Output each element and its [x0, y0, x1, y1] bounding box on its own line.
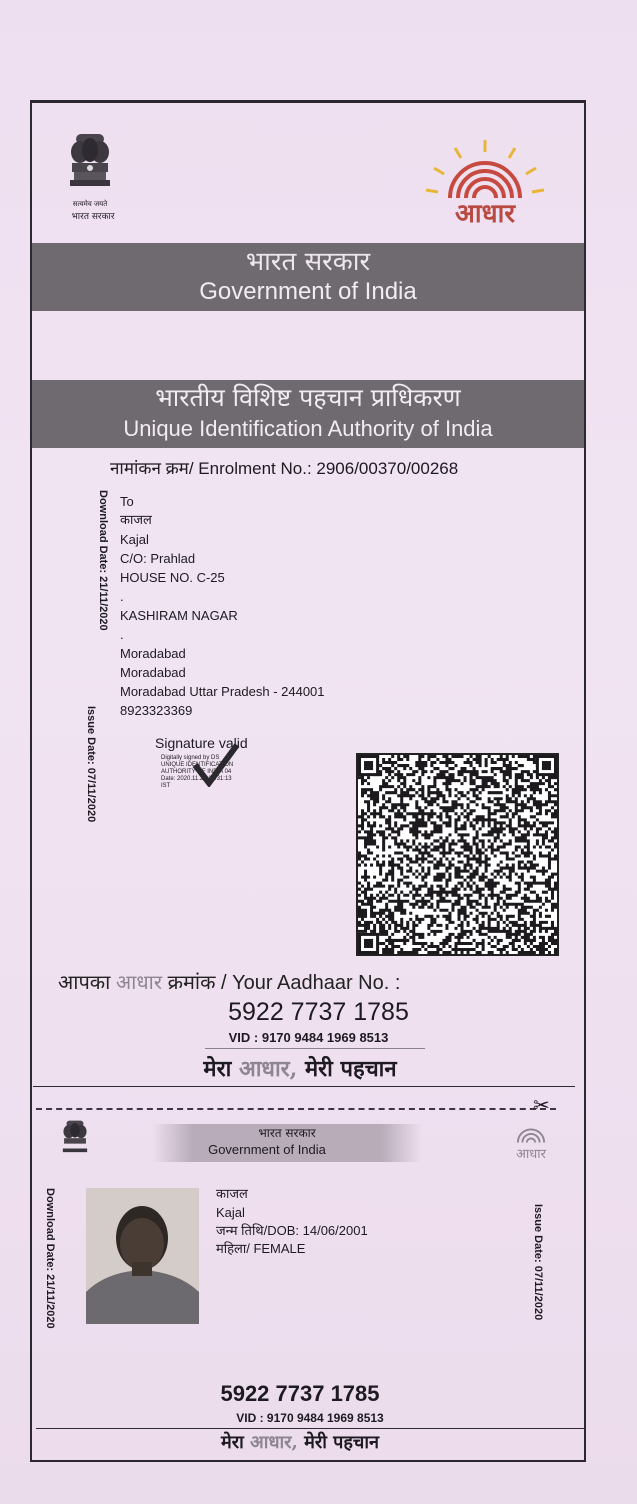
issue-date-vertical: Issue Date: 07/11/2020 [85, 706, 97, 823]
card-issue-date-vertical: Issue Date: 07/11/2020 [532, 1204, 544, 1321]
card-download-date-vertical: Download Date: 21/11/2020 [44, 1188, 56, 1329]
address-city: Moradabad [120, 646, 186, 661]
card-aadhaar-number: 5922 7737 1785 [220, 1381, 380, 1406]
fingerprint-sun-icon [503, 1120, 559, 1144]
divider [36, 1428, 586, 1429]
checkmark-icon [191, 743, 241, 787]
uidai-hindi: भारतीय विशिष्ट पहचान प्राधिकरण [155, 383, 461, 412]
card-name-hindi: काजल [216, 1187, 248, 1202]
government-english: Government of India [199, 278, 417, 305]
card-government-hindi: भारत सरकार [258, 1126, 316, 1140]
signature-details: Digitally signed by DS UNIQUE IDENTIFICATION AUTHORITY OF INDIA 04 Date: 2020.11.21 18:31:13 IST [161, 755, 234, 789]
national-emblem-icon [62, 130, 122, 222]
address-name-hindi: काजल [120, 513, 152, 528]
address-house: HOUSE NO. C-25 [120, 570, 225, 585]
digital-signature [155, 735, 248, 790]
card-tagline: मेरा आधार, मेरी पहचान [220, 1432, 380, 1453]
emblem-label: भारत सरकार [71, 212, 115, 222]
address-city: Moradabad [120, 665, 186, 680]
card-aadhaar-logo [503, 1120, 559, 1162]
government-banner [32, 243, 584, 311]
cut-line [36, 1108, 556, 1110]
address-dot: . [120, 627, 124, 642]
government-hindi: भारत सरकार [245, 247, 371, 277]
aadhaar-number: 5922 7737 1785 [228, 998, 409, 1026]
address-name: Kajal [120, 532, 149, 547]
address-care-of: C/O: Prahlad [120, 551, 196, 566]
card-government-banner [152, 1124, 422, 1162]
tagline: मेरा आधार, मेरी पहचान [203, 1056, 397, 1082]
download-date-vertical: Download Date: 21/11/2020 [97, 490, 109, 631]
qr-code-pattern [358, 755, 557, 954]
portrait-image [86, 1188, 199, 1324]
fingerprint-sun-icon [420, 138, 550, 202]
aadhaar-logo [420, 138, 550, 230]
divider [205, 1048, 425, 1049]
qr-code [356, 753, 559, 956]
address-state-pin: Moradabad Uttar Pradesh - 244001 [120, 684, 325, 699]
scissors-icon: ✂ [533, 1095, 550, 1117]
address-dot: . [120, 589, 124, 604]
aadhaar-logo-text: आधार [455, 199, 515, 229]
uidai-banner [32, 380, 584, 448]
card-dob: जन्म तिथि/DOB: 14/06/2001 [216, 1223, 368, 1238]
address-phone: 8923323369 [120, 703, 193, 718]
card-name: Kajal [216, 1205, 245, 1220]
national-emblem-icon [58, 1118, 92, 1162]
signature-title: Signature valid [155, 735, 248, 751]
your-aadhaar-number-label: आपका आधार क्रमांक / Your Aadhaar No. : [58, 970, 401, 994]
emblem-motto: सत्यमेव जयते [72, 200, 108, 208]
photograph [86, 1188, 199, 1324]
address-block [120, 492, 325, 720]
enrolment-number: नामांकन क्रम/ Enrolment No.: 2906/00370/00268 [110, 459, 459, 478]
card-vid-number: VID : 9170 9484 1969 8513 [236, 1411, 384, 1425]
divider [33, 1086, 575, 1087]
address-locality: KASHIRAM NAGAR [120, 608, 238, 623]
card-aadhaar-logo-text: आधार [516, 1147, 546, 1162]
card-gender: महिला/ FEMALE [216, 1241, 306, 1256]
address-to: To [120, 494, 134, 509]
vid-number: VID : 9170 9484 1969 8513 [228, 1030, 389, 1045]
uidai-english: Unique Identification Authority of India [123, 416, 493, 441]
card-details [216, 1186, 368, 1258]
card-government-english: Government of India [208, 1142, 326, 1157]
